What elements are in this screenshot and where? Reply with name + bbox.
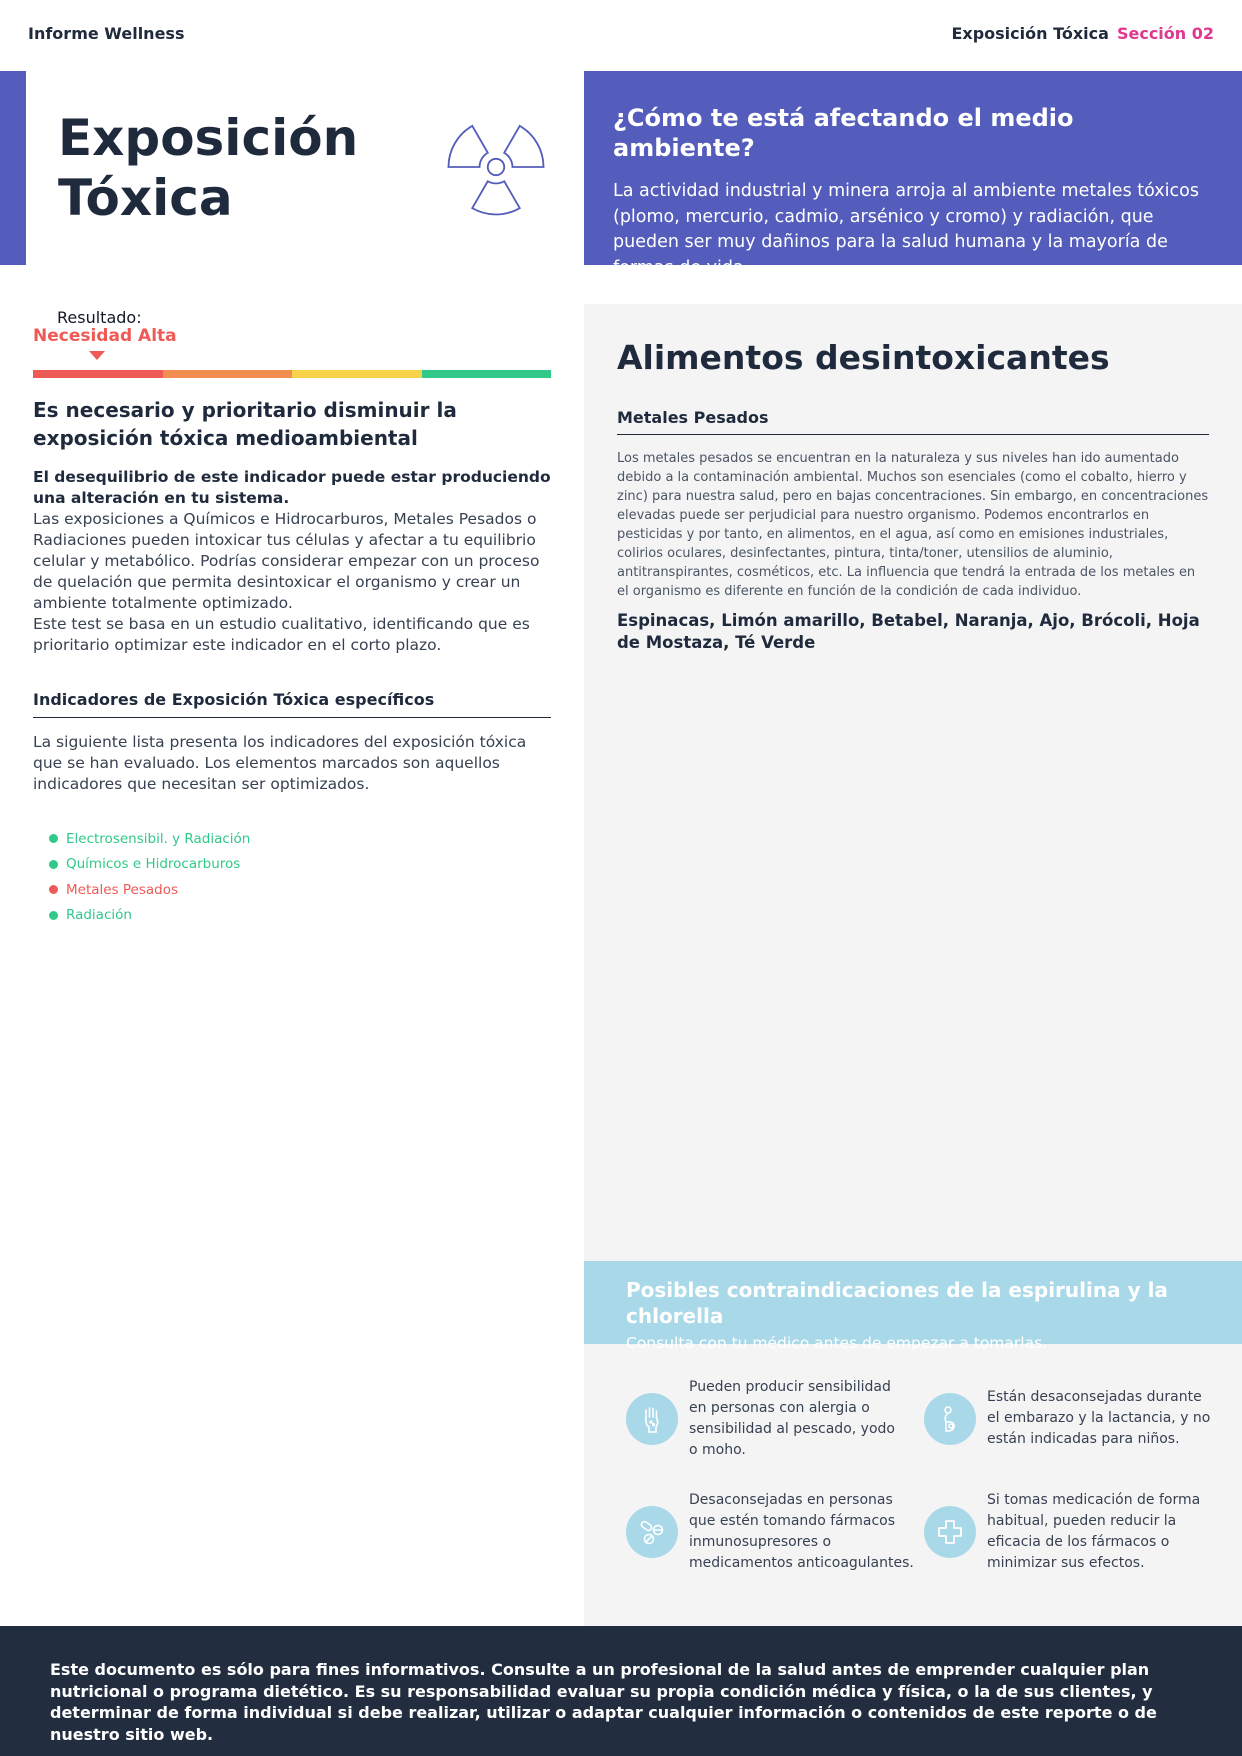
metals-heading: Metales Pesados: [617, 408, 1209, 435]
result-strong-text: El desequilibrio de este indicador puede estar produciendo una alteración en tu sistema.: [33, 468, 551, 507]
indicator-label: Químicos e Hidrocarburos: [66, 856, 241, 873]
contraindications-title: Posibles contraindicaciones de la espirulina y la chlorella: [626, 1278, 1168, 1328]
result-body: [33, 509, 551, 656]
intro-panel: [584, 71, 1242, 278]
result-scale: [33, 370, 551, 378]
intro-question: ¿Cómo te está afectando el medio ambiente?: [613, 104, 1074, 162]
section-number: Sección 02: [1116, 24, 1214, 43]
foods-panel: [584, 304, 1242, 1626]
status-dot-icon: [49, 885, 58, 894]
result-pointer-icon: [89, 351, 105, 360]
contraindication-item: [924, 1387, 1214, 1450]
medical-cross-icon: [924, 1506, 976, 1558]
pregnancy-icon: [924, 1393, 976, 1445]
metals-description: Los metales pesados se encuentran en la naturaleza y sus niveles han ido aumentado debido a la contaminación ambiental. Muchos son esenciales (como el cobalto, hierro y zinc) para nuestra salud, pero en bajas concentraciones. Sin embargo, en concentraciones elevadas puede ser perjudicial para nuestro organismo. Podemos encontrarlos en pesticidas y por tanto, en alimentos, en el agua, así como en emisiones industriales, colirios oculares, desinfectantes, pintura, tinta/toner, utensilios de aluminio, antitranspirantes, cosméticos, etc. La influencia que tendrá la entrada de los metales en el organismo es diferente en función de la condición de cada individuo.: [617, 451, 1209, 599]
detox-foods-list: Espinacas, Limón amarillo, Betabel, Naranja, Ajo, Brócoli, Hoja de Mostaza, Té Verde: [617, 611, 1200, 652]
top-bar: [0, 0, 1242, 70]
hero-accent-bar: [0, 71, 26, 265]
result-paragraph-2: Este test se basa en un estudio cualitativo, identificando que es prioritario optimizar este indicador en el corto plazo.: [33, 615, 530, 654]
indicators-intro: La siguiente lista presenta los indicadores del exposición tóxica que se han evaluado. Los elementos marcados son aquellos indicadores que necesitan ser optimizados.: [33, 733, 527, 793]
indicators-list: [49, 826, 250, 928]
scale-segment: [163, 370, 293, 378]
result-lead: Es necesario y prioritario disminuir la exposición tóxica medioambiental: [33, 398, 457, 450]
contraindication-text: Pueden producir sensibilidad en personas con alergia o sensibilidad al pescado, yodo o moho.: [689, 1379, 895, 1458]
page-title: [58, 108, 358, 228]
indicator-item: [49, 826, 250, 852]
indicators-heading: Indicadores de Exposición Tóxica específicos: [33, 690, 551, 718]
indicator-item: [49, 852, 250, 878]
contraindications-banner: [584, 1261, 1242, 1352]
result-value: Necesidad Alta: [33, 326, 177, 346]
result-paragraph-1: Las exposiciones a Químicos e Hidrocarburos, Metales Pesados o Radiaciones pueden intoxicar tus células y afectar a tu equilibrio celular y metabólico. Podrías considerar empezar con un proceso de quelación que permita desintoxicar el organismo y crear un ambiente totalmente optimizado.: [33, 510, 540, 612]
indicator-label: Electrosensibil. y Radiación: [66, 830, 251, 847]
page-title-line-2: Tóxica: [58, 169, 233, 227]
status-dot-icon: [49, 834, 58, 843]
intro-description: La actividad industrial y minera arroja al ambiente metales tóxicos (plomo, mercurio, cadmio, arsénico y cromo) y radiación, que pueden ser muy dañinos para la salud humana y la mayoría de formas de vida.: [613, 181, 1199, 278]
allergy-hand-icon: [626, 1393, 678, 1445]
page-title-line-1: Exposición: [58, 109, 359, 167]
contraindication-text: Están desaconsejadas durante el embarazo y la lactancia, y no están indicadas para niños.: [987, 1389, 1211, 1447]
scale-segment: [33, 370, 163, 378]
pills-icon: [626, 1506, 678, 1558]
status-dot-icon: [49, 860, 58, 869]
foods-title: Alimentos desintoxicantes: [617, 338, 1110, 377]
indicator-label: Radiación: [66, 907, 132, 924]
contraindication-item: [924, 1490, 1214, 1574]
radiation-icon: [438, 114, 554, 220]
section-name: Exposición Tóxica: [951, 24, 1109, 43]
contraindication-item: [626, 1377, 906, 1461]
result-label: Resultado:: [57, 308, 142, 327]
status-dot-icon: [49, 911, 58, 920]
indicator-item: [49, 877, 250, 903]
contraindication-text: Desaconsejadas en personas que estén tomando fármacos inmunosupresores o medicamentos anticoagulantes.: [689, 1492, 914, 1571]
brand-name: Informe Wellness: [28, 24, 185, 43]
scale-segment: [292, 370, 422, 378]
section-title: [951, 24, 1214, 43]
contraindications-subtitle: Consulta con tu médico antes de empezar a tomarlas.: [626, 1334, 1048, 1352]
indicator-label: Metales Pesados: [66, 881, 179, 898]
indicator-item: [49, 903, 250, 929]
contraindication-item: [626, 1490, 916, 1574]
contraindication-text: Si tomas medicación de forma habitual, pueden reducir la eficacia de los fármacos o minimizar sus efectos.: [987, 1492, 1201, 1571]
scale-segment: [422, 370, 552, 378]
footer-disclaimer: Este documento es sólo para fines informativos. Consulte a un profesional de la salud antes de emprender cualquier plan nutricional o programa dietético. Es su responsabilidad evaluar su propia condición médica y física, o la de sus clientes, y determinar de forma individual si debe realizar, utilizar o adaptar cualquier información o contenidos de este reporte o de nuestro sitio web.: [0, 1626, 1242, 1756]
